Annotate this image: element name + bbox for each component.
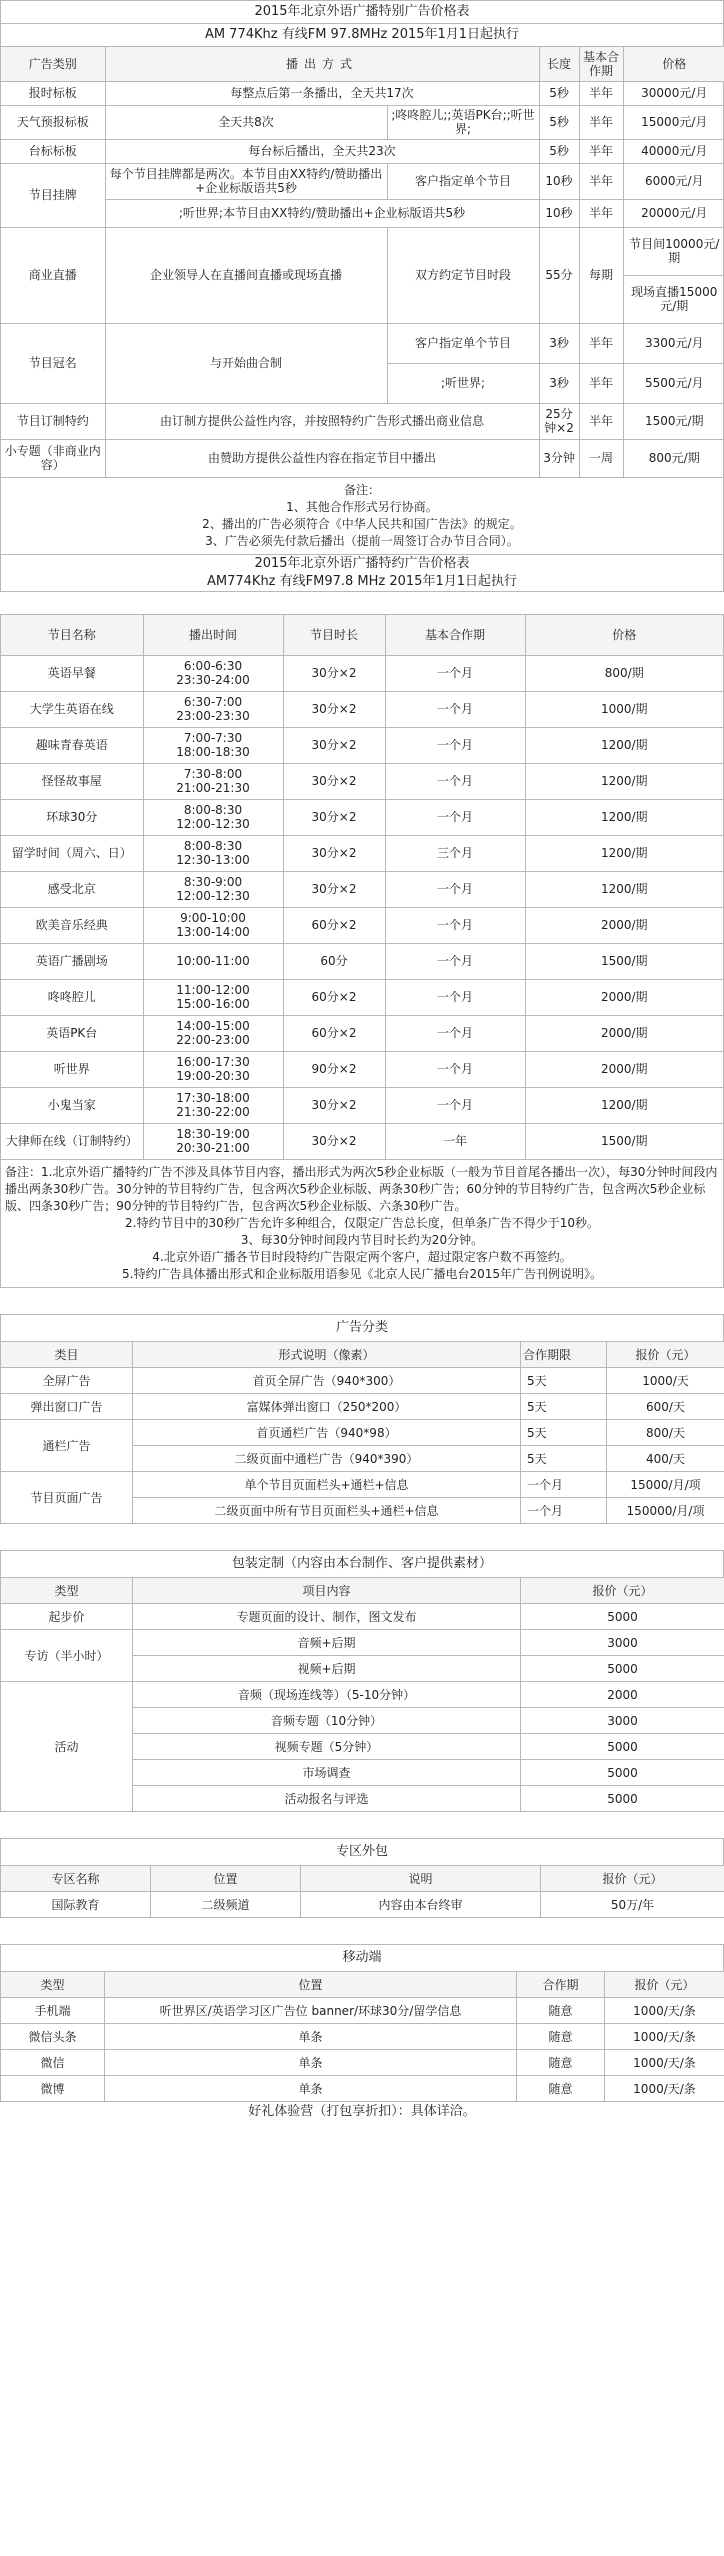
sec6 xyxy=(0,1944,724,2122)
sec6-table xyxy=(0,1971,724,2102)
table-row: 二级页面中通栏广告（940*390） 5天 400/天 xyxy=(1,1446,724,1472)
table-row: 市场调查 5000 xyxy=(1,1760,724,1786)
time-slot: 8:00-8:30 xyxy=(183,803,243,817)
time-slot: 18:00-18:30 xyxy=(176,745,250,759)
table-row: 通栏广告 首页通栏广告（940*98） 5天 800/天 xyxy=(1,1420,724,1446)
table-row: 国际教育 二级频道 内容由本台终审 50万/年 xyxy=(1,1892,724,1918)
table-header-row: 类型 位置 合作期 报价（元） xyxy=(1,1972,724,1998)
table-row: 英语广播剧场 10:00-11:00 60分 一个月 1500/期 xyxy=(1,943,723,979)
sec1-title: 2015年北京外语广播特别广告价格表 xyxy=(1,1,723,24)
time-slot: 7:00-7:30 xyxy=(183,731,243,745)
time-slot: 13:00-14:00 xyxy=(176,925,250,939)
time-slot: 18:30-19:00 xyxy=(176,1127,250,1142)
sec5-table xyxy=(0,1865,724,1918)
sec1-notes: 备注： 1、其他合作形式另行协商。 2、播出的广告必须符合《中华人民共和国广告法》的规定。 3、广告必须先付款后播出（提前一周签订合办节目合同）。 xyxy=(1,477,723,554)
header-cell: 广告类别 xyxy=(1,47,105,81)
table-row: 天气预报标板 全天共8次 ;咚咚腔儿;;英语PK台;;听世界; 5秒 半年 15000元/月 xyxy=(1,105,724,139)
sec6-footer: 好礼体验营（打包享折扣）：具体详洽。 xyxy=(248,2104,476,2119)
time-slot: 10:00-11:00 xyxy=(176,954,250,968)
sec2-body xyxy=(1,655,723,1159)
table-row: 感受北京 8:30-9:00 12:00-12:30 30分×2 一个月 1200/期 xyxy=(1,871,723,907)
time-slot: 17:30-18:00 xyxy=(176,1091,250,1105)
time-slot: 22:00-23:00 xyxy=(176,1033,250,1047)
table-row: 视频专题（5分钟） 5000 xyxy=(1,1734,724,1760)
time-slot: 16:00-17:30 xyxy=(176,1055,250,1069)
table-header-row: 类型 项目内容 报价（元） xyxy=(1,1578,724,1604)
table-row: 活动报名与评选 5000 xyxy=(1,1786,724,1812)
table-row: ;听世界;本节目由XX特约/赞助播出+企业标版语共5秒 10秒 半年 20000元/月 xyxy=(1,199,724,227)
time-slot: 21:30-22:00 xyxy=(176,1105,250,1119)
header-cell: 基本合作期 xyxy=(579,47,623,81)
table-row: 留学时间（周六、日） 8:00-8:30 12:30-13:00 30分×2 三个月 1200/期 xyxy=(1,835,723,871)
table-row: ;听世界; 3秒 半年 5500元/月 xyxy=(1,363,724,403)
sec5-title: 专区外包 xyxy=(0,1838,724,1865)
time-slot: 6:30-7:00 xyxy=(183,695,243,709)
table-row: 节目订制特约 由订制方提供公益性内容，并按照特约广告形式播出商业信息 25分钟×2 半年 1500元/期 xyxy=(1,403,724,439)
table-row: 欧美音乐经典 9:00-10:00 13:00-14:00 60分×2 一个月 2000/期 xyxy=(1,907,723,943)
table-row: 视频+后期 5000 xyxy=(1,1656,724,1682)
time-slot: 19:00-20:30 xyxy=(176,1069,250,1083)
table-row: 现场直播15000元/期 xyxy=(1,275,724,323)
sec4-title: 包装定制（内容由本台制作、客户提供素材） xyxy=(0,1550,724,1577)
table-row: 弹出窗口广告 富媒体弹出窗口（250*200） 5天 600/天 xyxy=(1,1394,724,1420)
time-slot: 15:00-16:00 xyxy=(176,997,250,1011)
time-slot: 23:00-23:30 xyxy=(176,709,250,723)
time-slot: 20:30-21:00 xyxy=(176,1141,250,1156)
time-slot: 12:30-13:00 xyxy=(176,853,250,867)
table-row: 大学生英语在线 6:30-7:00 23:00-23:30 30分×2 一个月 1000/期 xyxy=(1,691,723,727)
table-row: 听世界 16:00-17:30 19:00-20:30 90分×2 一个月 2000/期 xyxy=(1,1051,723,1087)
table-row: 二级页面中所有节目页面栏头+通栏+信息 一个月 150000/月/项 xyxy=(1,1498,724,1524)
sec5 xyxy=(0,1838,724,1918)
time-slot: 21:00-21:30 xyxy=(176,781,250,795)
sec3-table xyxy=(0,1341,724,1524)
table-row: 起步价 专题页面的设计、制作，图文发布 5000 xyxy=(1,1604,724,1630)
table-row: 微信头条 单条 随意 1000/天/条 xyxy=(1,2024,724,2050)
sec2-title: 2015年北京外语广播特约广告价格表 xyxy=(1,554,723,573)
header-cell: 播出方式 xyxy=(105,47,539,81)
header-cell: 价格 xyxy=(623,47,724,81)
sec1-subtitle: AM 774Khz 有线FM 97.8MHz 2015年1月1日起执行 xyxy=(1,24,723,47)
table-row: 台标标板 每台标后播出，全天共23次 5秒 半年 40000元/月 xyxy=(1,139,724,163)
table-row: 咚咚腔儿 11:00-12:00 15:00-16:00 60分×2 一个月 2000/期 xyxy=(1,979,723,1015)
time-slot: 12:00-12:30 xyxy=(176,889,250,903)
sec2-notes: 备注：1.北京外语广播特约广告不涉及具体节目内容，播出形式为两次5秒企业标版（一般为节目首尾各播出一次），每30分钟时间段内播出两条30秒广告。30分钟的节目特约广告，包含两次5秒企业标版、两条30秒广告；60分钟的节目特约广告，包含两次5秒企业标版、四条30秒广告；90分钟的节目特约广告，包含两次5秒企业标版、六条30秒广告。 2.特约节目中的30秒广告允许多种组合，仅限定广告总长度，但单条广告不得少于10秒。 3、每30分钟时间段内节目时长约为20分钟。 4.北京外语广播各节目时段特约广告限定两个客户，超过限定客户数不再签约。 5.特约广告具体播出形式和企业标版用语参见《北京人民广播电台2015年广告刊例说明》。 xyxy=(1,1159,723,1287)
sec4-table xyxy=(0,1577,724,1812)
table-row: 活动 音频（现场连线等）（5-10分钟） 2000 xyxy=(1,1682,724,1708)
table-row: 手机端 听世界区/英语学习区广告位 banner/环球30分/留学信息 随意 1000/天/条 xyxy=(1,1998,724,2024)
table-header-row: 专区名称 位置 说明 报价（元） xyxy=(1,1866,724,1892)
table-row: 报时标板 每整点后第一条播出，全天共17次 5秒 半年 30000元/月 xyxy=(1,81,724,105)
table-header-row: 节目名称 播出时间 节目时长 基本合作期 价格 xyxy=(1,615,723,655)
sec3 xyxy=(0,1314,724,1524)
table-row: 大律师在线（订制特约） 18:30-19:00 20:30-21:00 30分×2 一年 1500/期 xyxy=(1,1123,723,1159)
table-header-row xyxy=(1,47,724,81)
table-row: 趣味青春英语 7:00-7:30 18:00-18:30 30分×2 一个月 1200/期 xyxy=(1,727,723,763)
table-row: 节目页面广告 单个节目页面栏头+通栏+信息 一个月 15000/月/项 xyxy=(1,1472,724,1498)
time-slot: 7:30-8:00 xyxy=(183,767,243,781)
table-row: 小专题（非商业内容） 由赞助方提供公益性内容在指定节目中播出 3分钟 一周 800元/期 xyxy=(1,439,724,477)
time-slot: 23:30-24:00 xyxy=(176,673,250,687)
table-row: 微博 单条 随意 1000/天/条 xyxy=(1,2076,724,2102)
time-slot: 6:00-6:30 xyxy=(183,659,243,673)
table-row: 英语PK台 14:00-15:00 22:00-23:00 60分×2 一个月 2000/期 xyxy=(1,1015,723,1051)
table-row: 专访（半小时） 音频+后期 3000 xyxy=(1,1630,724,1656)
time-slot: 14:00-15:00 xyxy=(176,1019,250,1033)
table-row: 环球30分 8:00-8:30 12:00-12:30 30分×2 一个月 1200/期 xyxy=(1,799,723,835)
sec4 xyxy=(0,1550,724,1812)
sec2-table xyxy=(1,615,723,1159)
table-row: 全屏广告 首页全屏广告（940*300） 5天 1000/天 xyxy=(1,1368,724,1394)
table-row: 小鬼当家 17:30-18:00 21:30-22:00 30分×2 一个月 1200/期 xyxy=(1,1087,723,1123)
table-row: 怪怪故事屋 7:30-8:00 21:00-21:30 30分×2 一个月 1200/期 xyxy=(1,763,723,799)
time-slot: 11:00-12:00 xyxy=(176,983,250,997)
time-slot: 12:00-12:30 xyxy=(176,817,250,831)
table-row: 音频专题（10分钟） 3000 xyxy=(1,1708,724,1734)
sec3-title: 广告分类 xyxy=(0,1314,724,1341)
table-row: 英语早餐 6:00-6:30 23:30-24:00 30分×2 一个月 800/期 xyxy=(1,655,723,691)
table-row: 节目冠名 与开始曲合制 客户指定单个节目 3秒 半年 3300元/月 xyxy=(1,323,724,363)
table-row: 微信 单条 随意 1000/天/条 xyxy=(1,2050,724,2076)
time-slot: 8:30-9:00 xyxy=(183,875,243,889)
sec2 xyxy=(0,614,724,1288)
sec2-subtitle: AM774Khz 有线FM97.8 MHz 2015年1月1日起执行 xyxy=(207,574,517,589)
table-row: 节目挂牌 每个节目挂牌都是两次。本节目由XX特约/赞助播出+企业标版语共5秒 客户指定单个节目 10秒 半年 6000元/月 xyxy=(1,163,724,199)
sec6-title: 移动端 xyxy=(0,1944,724,1971)
table-row: 商业直播 企业领导人在直播间直播或现场直播 双方约定节目时段 55分 每期 节目间10000元/期 xyxy=(1,227,724,275)
sec1-table xyxy=(1,47,724,477)
time-slot: 9:00-10:00 xyxy=(180,911,246,925)
sec1 xyxy=(0,0,724,592)
sec6-body xyxy=(1,1998,724,2102)
time-slot: 8:00-8:30 xyxy=(183,839,243,853)
table-header-row: 类目 形式说明（像素） 合作期限 报价（元） xyxy=(1,1342,724,1368)
header-cell: 长度 xyxy=(539,47,579,81)
